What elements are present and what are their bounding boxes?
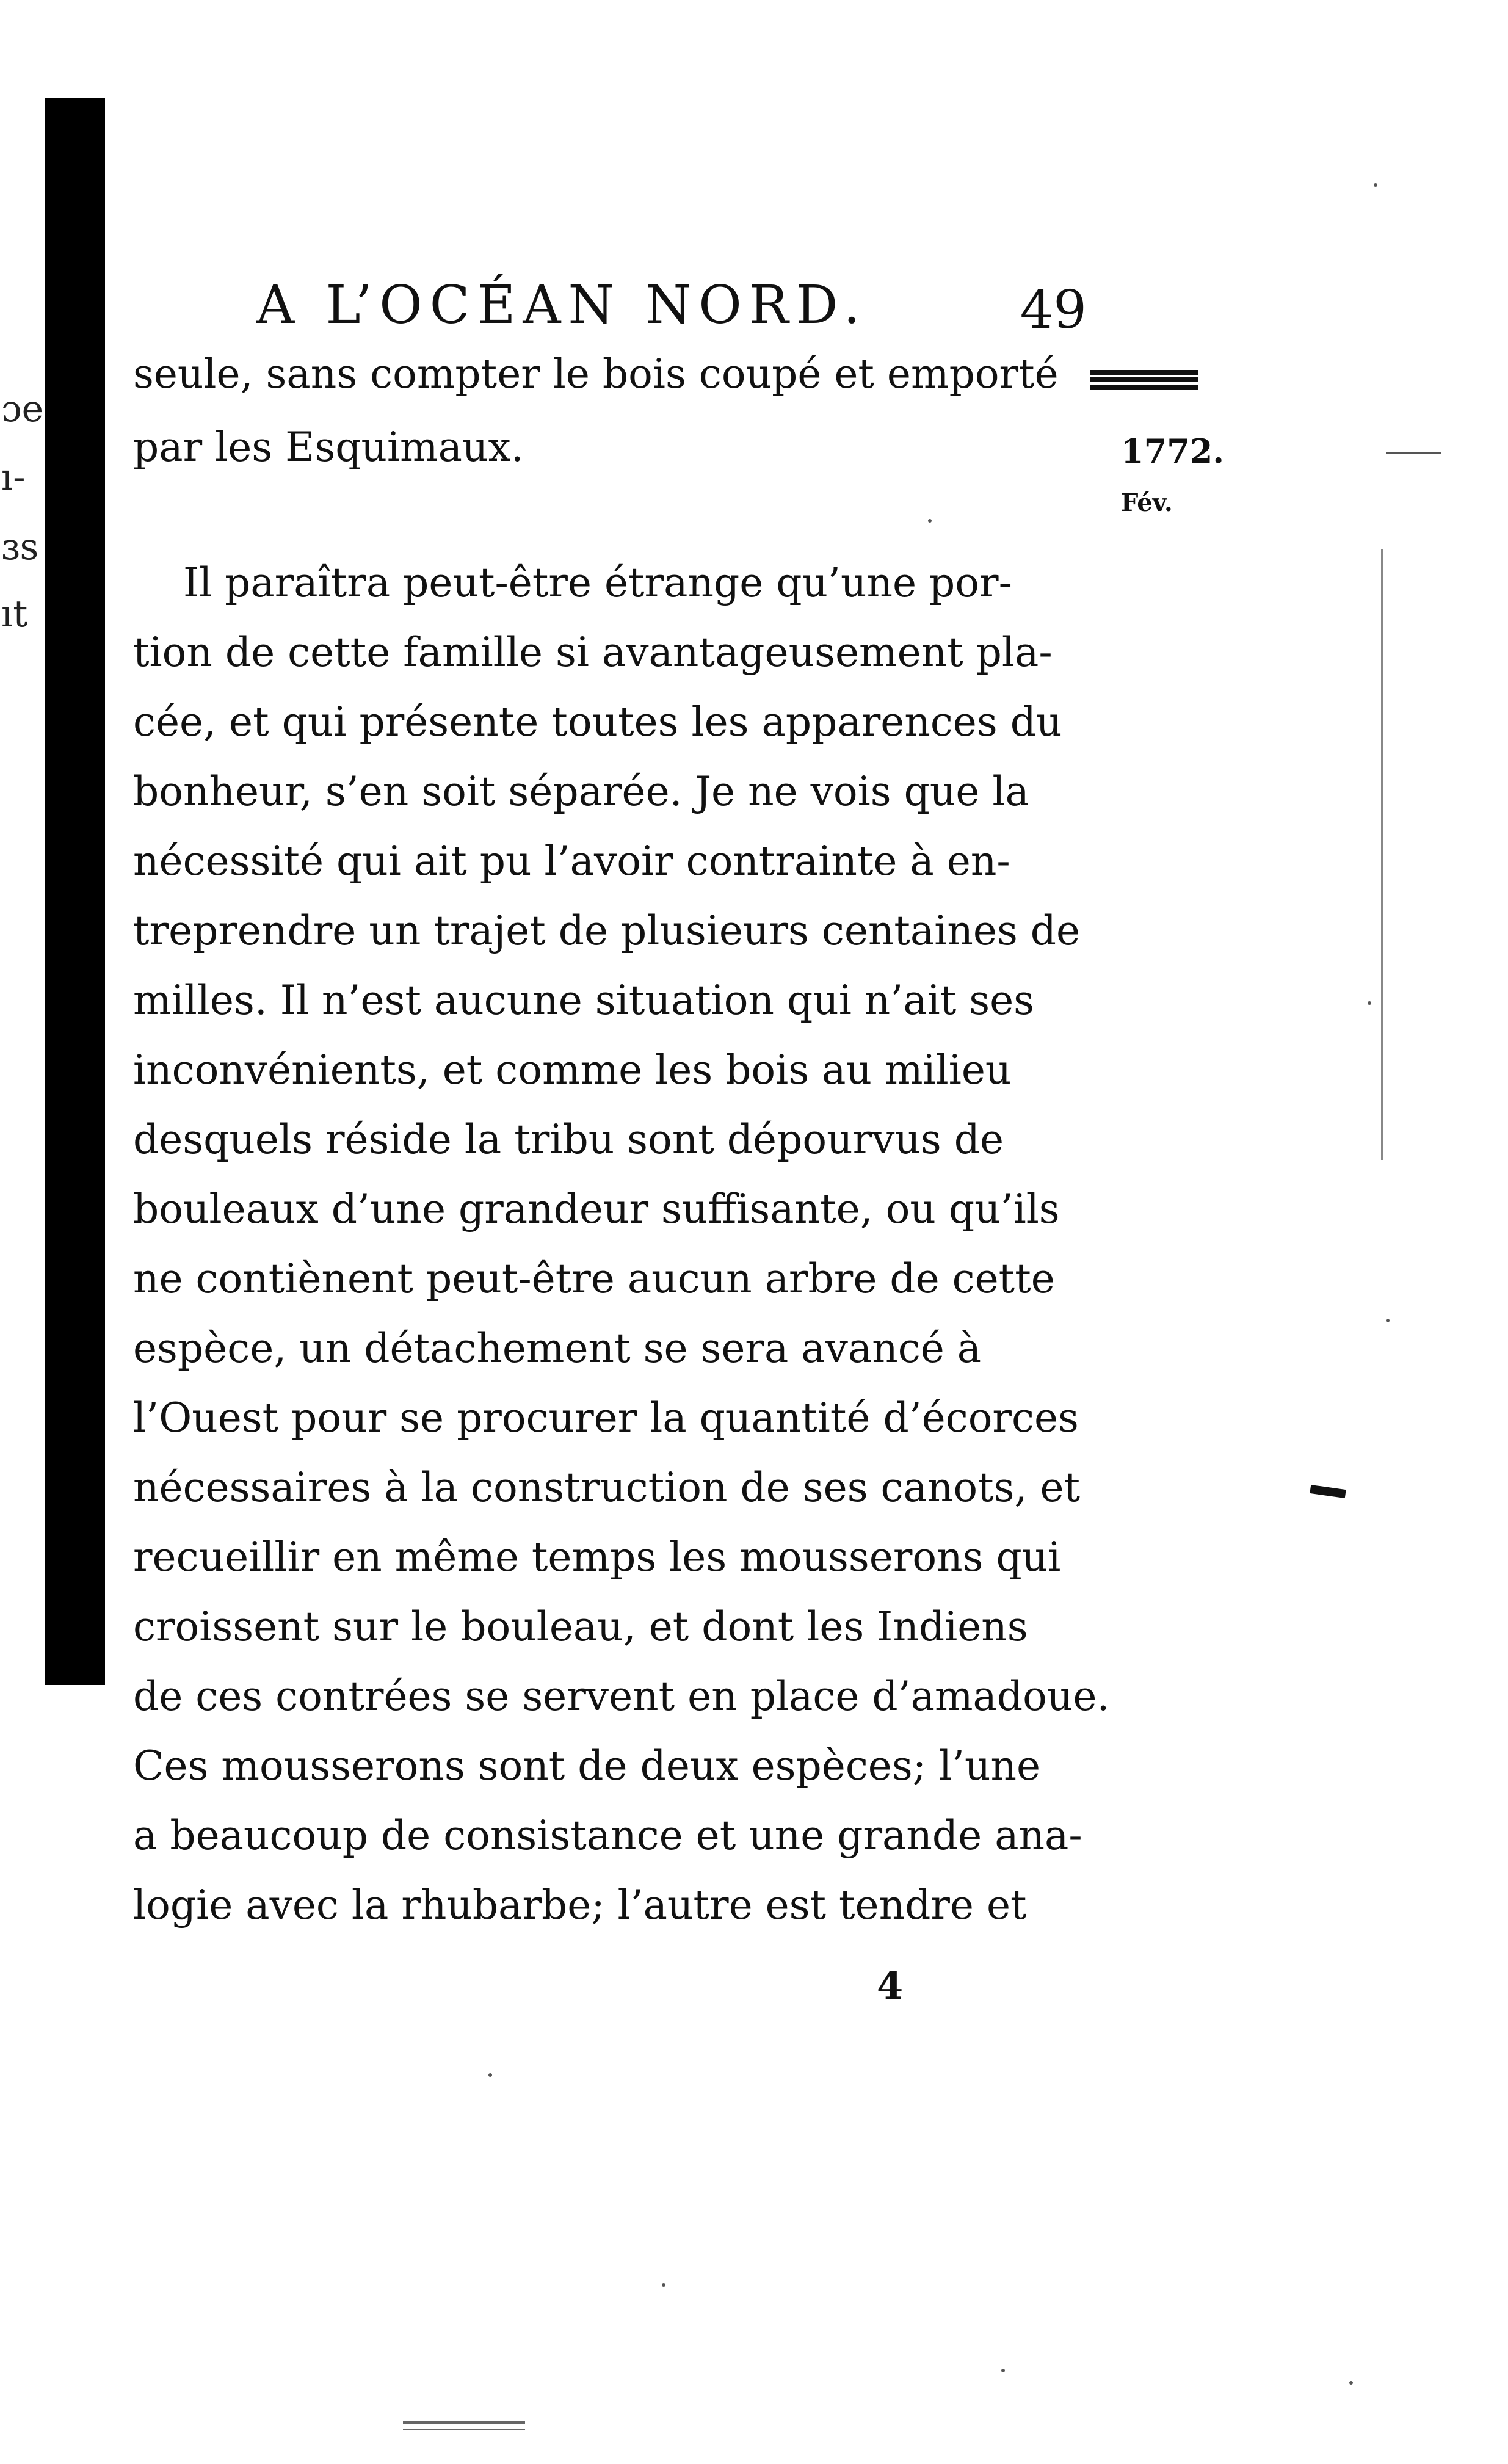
speck: [488, 2073, 492, 2077]
text-line: [133, 1046, 1086, 1093]
text-line: [133, 1394, 1086, 1441]
bleed-through-text: ɜs: [1, 526, 39, 568]
bleed-through-text: ɔe: [1, 388, 44, 430]
text-line: [133, 1812, 1086, 1859]
line-text: logie avec la rhubarbe; l’autre est tendre et: [133, 1882, 1027, 1929]
gutter-shadow: [45, 98, 105, 1685]
line-text: Il paraîtra peut-être étrange qu’une por-: [183, 559, 1012, 606]
line-text: treprendre un trajet de plusieurs centaines de: [133, 907, 1081, 954]
text-line: [133, 768, 1086, 815]
line-text: croissent sur le bouleau, et dont les Indiens: [133, 1603, 1028, 1650]
text-line: [133, 350, 1086, 397]
text-line: [133, 1534, 1086, 1581]
text-line: [133, 698, 1086, 745]
pencil-stroke: [1386, 452, 1441, 454]
text-line: [183, 559, 1086, 606]
text-line: [133, 424, 1086, 471]
line-text: desquels réside la tribu sont dépourvus de: [133, 1116, 1004, 1163]
text-line: [133, 1325, 1086, 1372]
speck: [1374, 183, 1377, 187]
line-text: seule, sans compter le bois coupé et emporté: [133, 350, 1059, 397]
bleed-through-text: ıt: [1, 593, 28, 636]
text-line: [133, 1255, 1086, 1302]
text-line: [133, 977, 1086, 1024]
ink-rule: [1090, 385, 1198, 390]
line-text: recueillir en même temps les mousserons qui: [133, 1534, 1061, 1581]
line-text: l’Ouest pour se procurer la quantité d’écorces: [133, 1394, 1079, 1441]
line-text: nécessité qui ait pu l’avoir contrainte à en-: [133, 838, 1010, 885]
text-line: [133, 1742, 1086, 1789]
margin-month: Fév.: [1121, 488, 1173, 517]
signature-mark: 4: [877, 1963, 904, 2008]
line-text: nécessaires à la construction de ses canots, et: [133, 1464, 1081, 1511]
text-line: [133, 1673, 1110, 1720]
line-text: inconvénients, et comme les bois au milieu: [133, 1046, 1012, 1093]
running-header: [256, 269, 1087, 342]
ink-rule: [1090, 377, 1198, 382]
line-text: milles. Il n’est aucune situation qui n’ait ses: [133, 977, 1035, 1024]
running-title: A L’OCÉAN NORD.: [256, 275, 868, 336]
text-line: [133, 1882, 1086, 1929]
line-text: bouleaux d’une grandeur suffisante, ou qu’ils: [133, 1186, 1060, 1233]
line-text: Ces mousserons sont de deux espèces; l’une: [133, 1742, 1041, 1789]
ink-rule: [1090, 370, 1198, 375]
line-text: espèce, un détachement se sera avancé à: [133, 1325, 982, 1372]
page-number: 49: [1020, 280, 1087, 341]
speck: [662, 2283, 665, 2287]
text-line: [133, 907, 1086, 954]
speck: [1368, 1001, 1371, 1005]
speck: [1001, 2369, 1005, 2372]
line-text: a beaucoup de consistance et une grande ana-: [133, 1812, 1082, 1859]
text-line: [133, 1186, 1086, 1233]
pencil-stroke: [403, 2429, 525, 2430]
line-text: bonheur, s’en soit séparée. Je ne vois que la: [133, 768, 1029, 815]
line-text: tion de cette famille si avantageusement pla-: [133, 629, 1053, 676]
line-text: cée, et qui présente toutes les apparences du: [133, 698, 1062, 745]
pencil-stroke: [403, 2421, 525, 2424]
text-line: [133, 1464, 1086, 1511]
bleed-through-text: ı-: [1, 456, 26, 499]
margin-year: 1772.: [1121, 432, 1225, 471]
line-text: de ces contrées se servent en place d’amadoue.: [133, 1673, 1110, 1720]
text-line: [133, 629, 1086, 676]
text-line: [133, 1116, 1086, 1163]
page-edge-line: [1381, 549, 1383, 1160]
speck: [928, 519, 932, 523]
ink-smudge: [1310, 1485, 1346, 1498]
speck: [1349, 2381, 1353, 2385]
text-line: [133, 1603, 1086, 1650]
line-text: ne contiènent peut-être aucun arbre de cette: [133, 1255, 1055, 1302]
speck: [1386, 1319, 1390, 1322]
line-text: par les Esquimaux.: [133, 424, 524, 471]
text-line: [133, 838, 1086, 885]
